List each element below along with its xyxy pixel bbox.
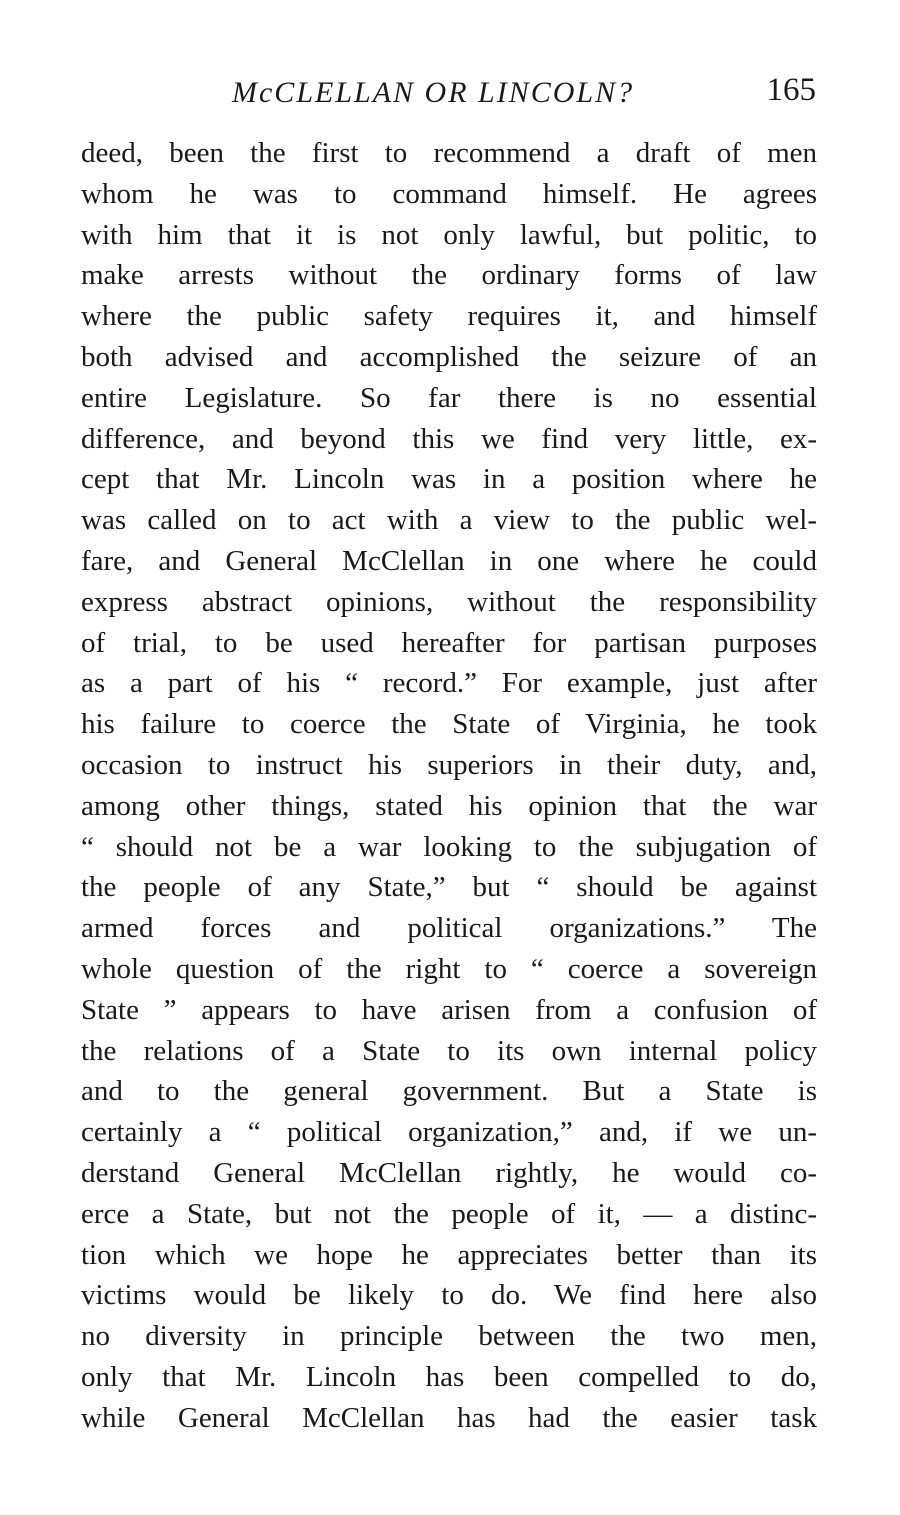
text-line: express abstract opinions, without the responsibility [81, 585, 817, 618]
text-line: both advised and accomplished the seizure of an [81, 340, 817, 373]
page-number: 165 [766, 72, 816, 108]
text-line: cept that Mr. Lincoln was in a position where he [81, 463, 817, 496]
text-line: with him that it is not only lawful, but politic, to [81, 218, 817, 251]
text-line: entire Legislature. So far there is no essential [81, 381, 817, 414]
text-line: the relations of a State to its own internal policy [81, 1034, 817, 1067]
text-line: certainly a “ political organization,” and, if we un- [81, 1116, 817, 1149]
text-line: armed forces and political organizations.” The [81, 912, 817, 945]
text-line: no diversity in principle between the two men, [81, 1320, 817, 1353]
text-line: “ should not be a war looking to the subjugation of [81, 830, 817, 863]
running-head [80, 72, 820, 116]
text-line: occasion to instruct his superiors in their duty, and, [81, 748, 817, 781]
text-line: tion which we hope he appreciates better than its [81, 1238, 817, 1271]
text-line: as a part of his “ record.” For example, just after [81, 667, 817, 700]
text-line: among other things, stated his opinion that the war [81, 789, 817, 822]
text-line: whole question of the right to “ coerce a sovereign [81, 952, 817, 985]
text-line: make arrests without the ordinary forms of law [81, 259, 817, 292]
text-line: whom he was to command himself. He agrees [81, 177, 817, 210]
running-title: McCLELLAN OR LINCOLN? [232, 76, 635, 109]
text-line: the people of any State,” but “ should be against [81, 871, 817, 904]
text-line: State ” appears to have arisen from a confusion of [81, 993, 817, 1026]
text-line: of trial, to be used hereafter for partisan purposes [81, 626, 817, 659]
text-line: was called on to act with a view to the public wel- [81, 504, 817, 537]
text-line: derstand General McClellan rightly, he would co- [81, 1156, 817, 1189]
text-line: while General McClellan has had the easier task [81, 1401, 817, 1434]
text-line: victims would be likely to do. We find here also [81, 1279, 817, 1312]
text-line: only that Mr. Lincoln has been compelled to do, [81, 1360, 817, 1393]
body-text [81, 133, 817, 1439]
text-line: his failure to coerce the State of Virginia, he took [81, 708, 817, 741]
text-line: where the public safety requires it, and himself [81, 300, 817, 333]
text-line: fare, and General McClellan in one where he could [81, 544, 817, 577]
text-line: and to the general government. But a State is [81, 1075, 817, 1108]
text-line: difference, and beyond this we find very little, ex- [81, 422, 817, 455]
text-line: deed, been the first to recommend a draft of men [81, 137, 817, 169]
text-line: erce a State, but not the people of it, — a distinc- [81, 1197, 817, 1230]
